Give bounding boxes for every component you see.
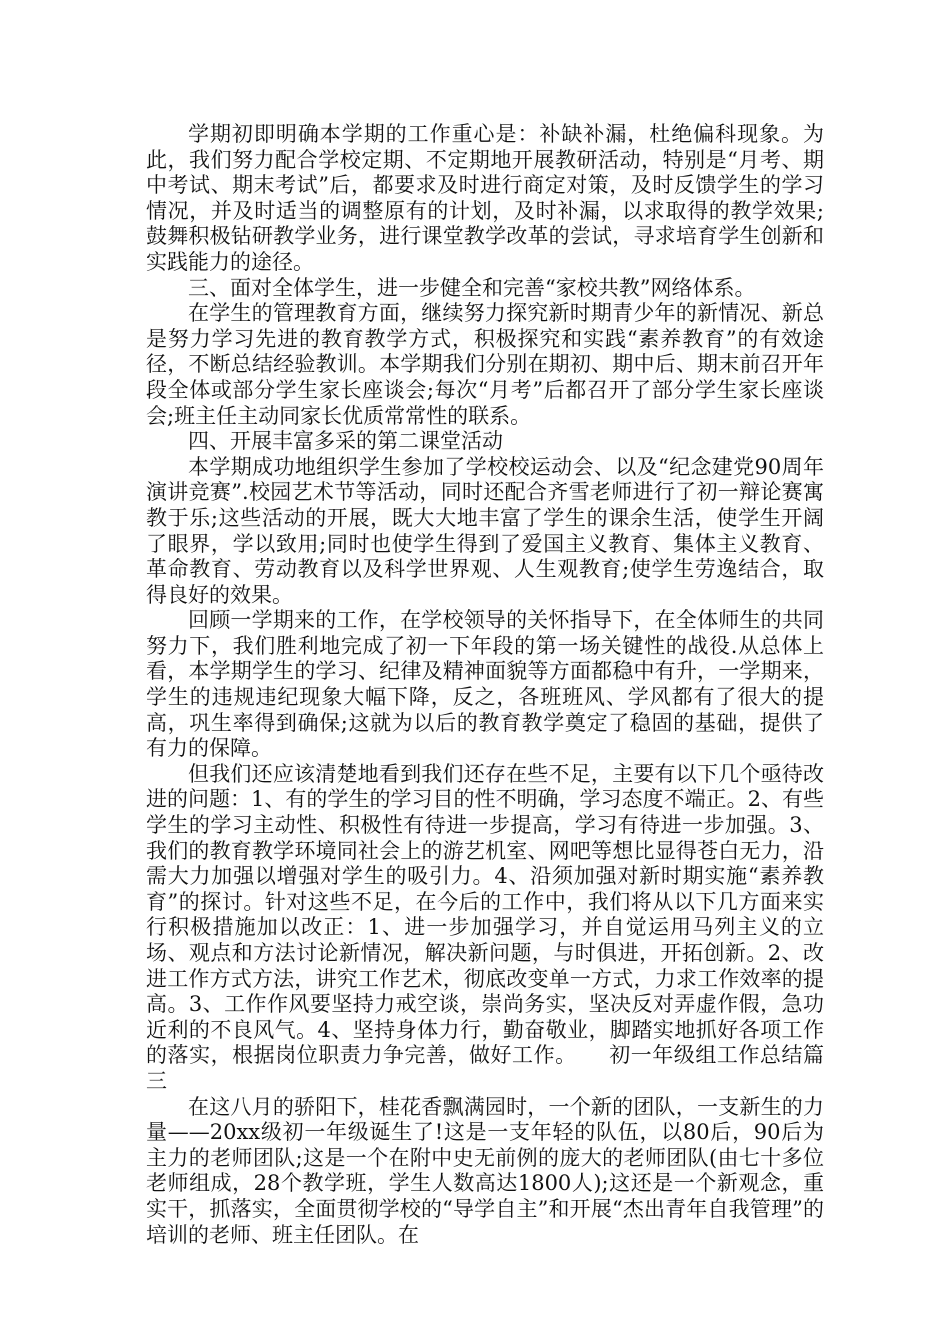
heading-home-school: 三、面对全体学生，进一步健全和完善“家校共教”网络体系。: [188, 275, 756, 300]
paragraph-review: 回顾一学期来的工作，在学校领导的关怀指导下，在全体师生的共同努力下，我们胜利地完成了初一下年段的第一场关键性的战役.从总体上看，本学期学生的学习、纪律及精神面貌等方面都稳中有升，一学期来，学生的违规违纪现象大幅下降，反之，各班班风、学风都有了很大的提高，巩生率得到确保;这就为以后的教育教学奠定了稳固的基础，提供了有力的保障。: [146, 608, 824, 761]
paragraph-student-management: 在学生的管理教育方面，继续努力探究新时期青少年的新情况、新总是努力学习先进的教育教学方式，积极探究和实践“素养教育”的有效途径，不断总结经验教训。本学期我们分别在期初、期中后、期末前召开年段全体或部分学生家长座谈会;每次“月考”后都召开了部分学生家长座谈会;班主任主动同家长优质常常性的联系。: [146, 301, 824, 428]
document-page: [146, 122, 824, 1248]
paragraph-new-team: 在这八月的骄阳下，桂花香飘满园时，一个新的团队，一支新生的力量——20xx级初一年级诞生了!这是一支年轻的队伍，以80后，90后为主力的老师团队;这是一个在附中史无前例的庞大的老师团队(由七十多位老师组成，28个教学班，学生人数高达1800人);这还是一个新观念，重实干，抓落实，全面贯彻学校的“导学自主”和开展“杰出青年自我管理”的培训的老师、班主任团队。在: [146, 1094, 824, 1247]
paragraph-study-focus: 学期初即明确本学期的工作重心是：补缺补漏，杜绝偏科现象。为此，我们努力配合学校定期、不定期地开展教研活动，特别是“月考、期中考试、期末考试”后，都要求及时进行商定对策，及时反馈学生的学习情况，并及时适当的调整原有的计划，及时补漏，以求取得的教学效果;鼓舞积极钻研教学业务，进行课堂教学改革的尝试，寻求培育学生创新和实践能力的途径。: [146, 122, 824, 274]
heading-second-classroom: 四、开展丰富多采的第二课堂活动: [188, 429, 503, 454]
paragraph-activities: 本学期成功地组织学生参加了学校校运动会、以及“纪念建党90周年演讲竞赛”.校园艺术节等活动，同时还配合齐雪老师进行了初一辩论赛寓教于乐;这些活动的开展，既大大地丰富了学生的课余生活，使学生开阔了眼界，学以致用;同时也使学生得到了爱国主义教育、集体主义教育、革命教育、劳动教育以及科学世界观、人生观教育;使学生劳逸结合，取得良好的效果。: [146, 454, 824, 607]
paragraph-shortcomings: 但我们还应该清楚地看到我们还存在些不足，主要有以下几个亟待改进的问题：1、有的学生的学习目的性不明确，学习态度不端正。2、有些学生的学习主动性、积极性有待进一步提高，学习有待进一步加强。3、我们的教育教学环境同社会上的游艺机室、网吧等想比显得苍白无力，沿需大力加强以增强对学生的吸引力。4、沿须加强对新时期实施“素养教育”的探讨。针对这些不足，在今后的工作中，我们将从以下几方面来实行积极措施加以改正：1、进一步加强学习，并自觉运用马列主义的立场、观点和方法讨论新情况，解决新问题，与时俱进，开拓创新。2、改进工作方式方法，讲究工作艺术，彻底改变单一方式，力求工作效率的提高。3、工作作风要坚持力戒空谈，崇尚务实，坚决反对弄虚作假，急功近利的不良风气。4、坚持身体力行，勤奋敬业，脚踏实地抓好各项工作的落实，根据岗位职责力争完善，做好工作。 初一年级组工作总结篇三: [146, 761, 824, 1093]
